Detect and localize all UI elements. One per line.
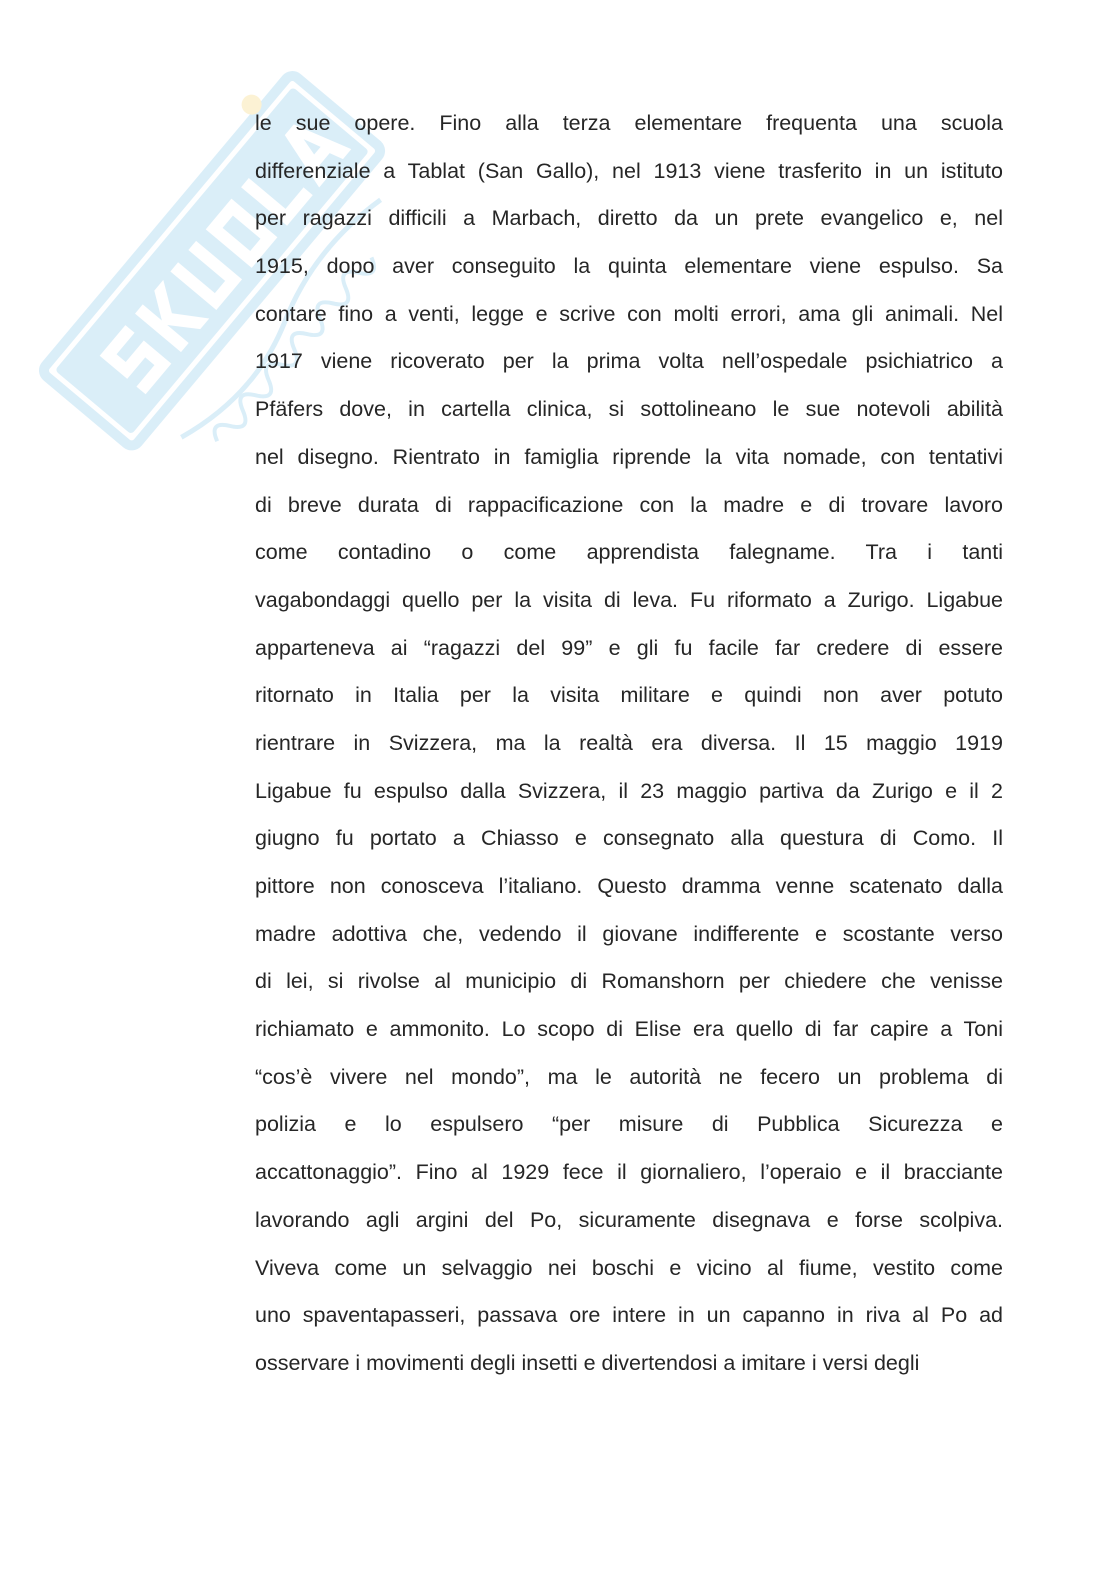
text-line: come contadino o come apprendista falegname. Tra i tanti (255, 540, 1003, 565)
text-line: di breve durata di rappacificazione con la madre e di trovare lavoro (255, 492, 1003, 517)
text-line: di lei, si rivolse al municipio di Romanshorn per chiedere che venisse (255, 969, 1003, 994)
text-line: differenziale a Tablat (San Gallo), nel 1913 viene trasferito in un istituto (255, 158, 1003, 183)
text-line: Pfäfers dove, in cartella clinica, si sottolineano le sue notevoli abilità (255, 397, 1003, 422)
text-line: accattonaggio”. Fino al 1929 fece il giornaliero, l’operaio e il bracciante (255, 1160, 1003, 1185)
text-line: uno spaventapasseri, passava ore intere in un capanno in riva al Po ad (255, 1303, 1003, 1328)
text-line: pittore non conosceva l’italiano. Questo dramma venne scatenato dalla (255, 874, 1003, 898)
text-line: nel disegno. Rientrato in famiglia riprende la vita nomade, con tentativi (255, 444, 1003, 469)
text-line: vagabondaggi quello per la visita di leva. Fu riformato a Zurigo. Ligabue (255, 587, 1003, 612)
text-line: richiamato e ammonito. Lo scopo di Elise era quello di far capire a Toni (255, 1017, 1003, 1042)
text-line: madre adottiva che, vedendo il giovane indifferente e scostante verso (255, 921, 1003, 946)
text-line: rientrare in Svizzera, ma la realtà era diversa. Il 15 maggio 1919 (255, 730, 1003, 755)
text-line: Viveva come un selvaggio nei boschi e vicino al fiume, vestito come (255, 1255, 1003, 1280)
text-line: apparteneva ai “ragazzi del 99” e gli fu facile far credere di essere (255, 635, 1003, 660)
text-line: 1915, dopo aver conseguito la quinta elementare viene espulso. Sa (255, 254, 1003, 279)
text-line: osservare i movimenti degli insetti e divertendosi a imitare i versi degli (255, 1350, 920, 1375)
text-line: per ragazzi difficili a Marbach, diretto da un prete evangelico e, nel (255, 206, 1003, 231)
text-line: giugno fu portato a Chiasso e consegnato alla questura di Como. Il (255, 826, 1003, 851)
text-line: Ligabue fu espulso dalla Svizzera, il 23 maggio partiva da Zurigo e il 2 (255, 778, 1003, 803)
text-line: lavorando agli argini del Po, sicuramente disegnava e forse scolpiva. (255, 1207, 1003, 1232)
text-line: 1917 viene ricoverato per la prima volta nell’ospedale psichiatrico a (255, 349, 1003, 374)
text-line: polizia e lo espulsero “per misure di Pubblica Sicurezza e (255, 1112, 1003, 1137)
body-text (255, 100, 1003, 1388)
text-line: le sue opere. Fino alla terza elementare frequenta una scuola (255, 111, 1003, 135)
text-line: “cos’è vivere nel mondo”, ma le autorità ne fecero un problema di (255, 1064, 1003, 1089)
text-line: ritornato in Italia per la visita militare e quindi non aver potuto (255, 683, 1003, 708)
text-line: contare fino a venti, legge e scrive con molti errori, ama gli animali. Nel (255, 301, 1003, 326)
